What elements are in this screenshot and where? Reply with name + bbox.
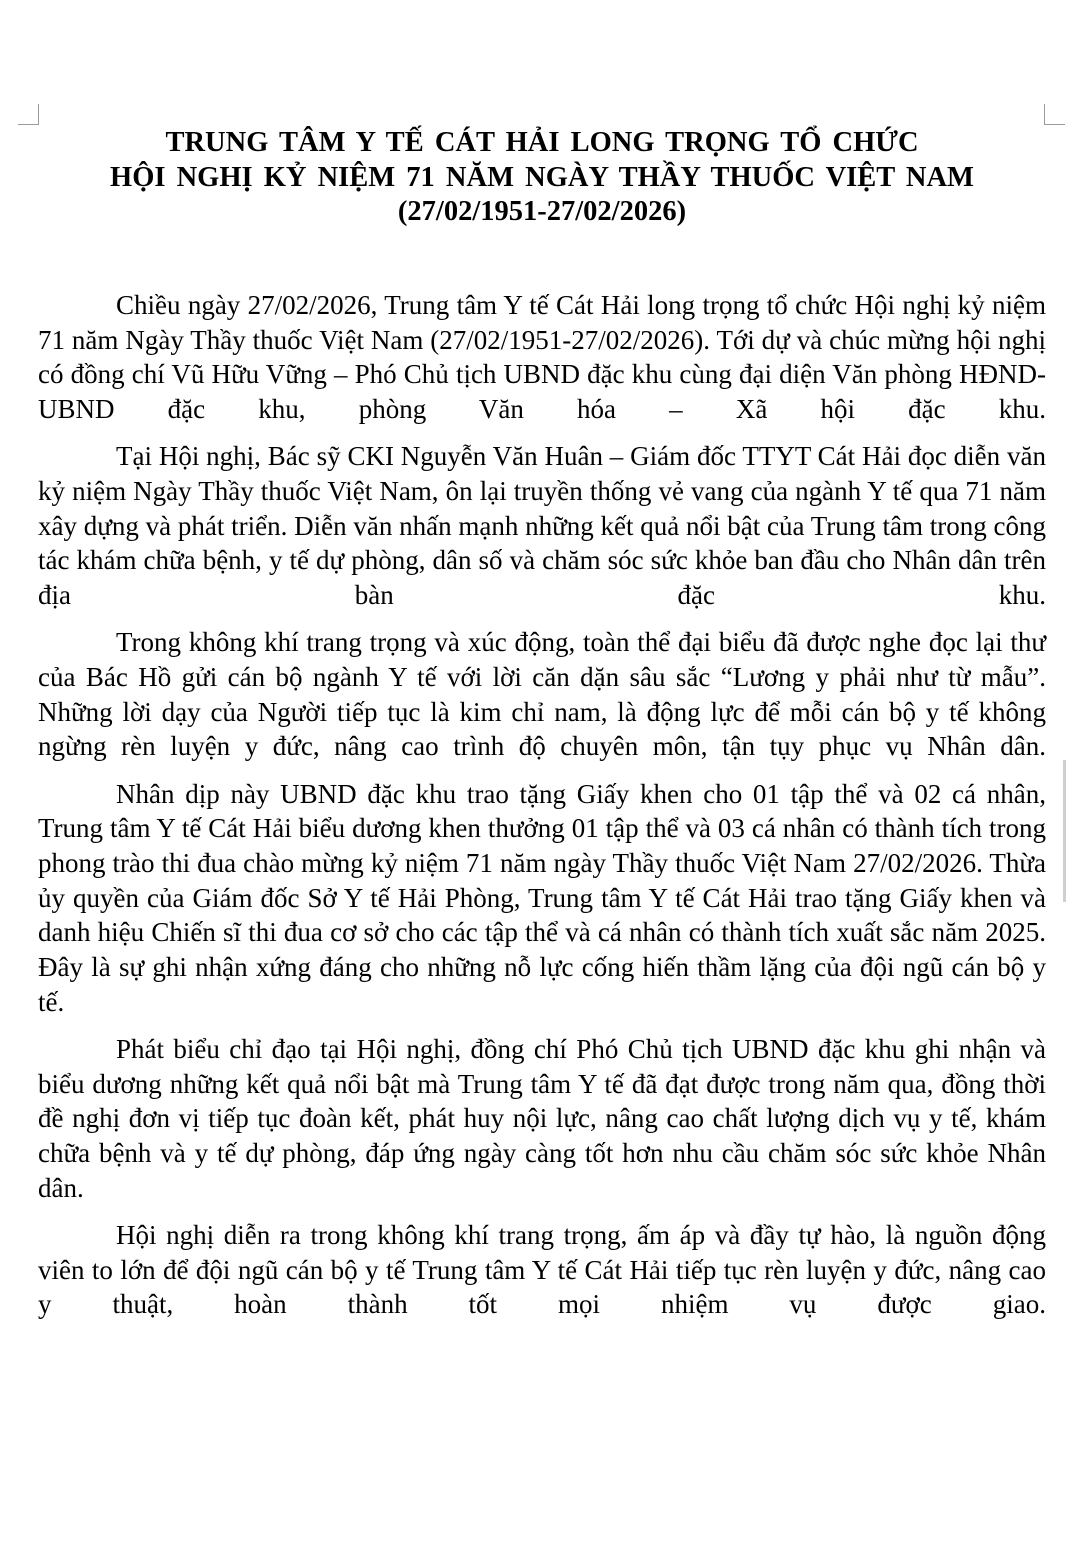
body-paragraph: Hội nghị diễn ra trong không khí trang trọng, ấm áp và đầy tự hào, là nguồn động viên to lớn để đội ngũ cán bộ y tế Trung tâm Y tế Cát Hải tiếp tục rèn luyện y đức, nâng cao y thuật, hoàn thành tốt mọi nhiệm vụ được giao.	[38, 1220, 1046, 1320]
body-paragraph: Tại Hội nghị, Bác sỹ CKI Nguyễn Văn Huân – Giám đốc TTYT Cát Hải đọc diễn văn kỷ niệm Ngày Thầy thuốc Việt Nam, ôn lại truyền thống vẻ vang của ngành Y tế qua 71 năm xây dựng và phát triển. Diễn văn nhấn mạnh những kết quả nổi bật của Trung tâm trong công tác khám chữa bệnh, y tế dự phòng, dân số và chăm sóc sức khỏe ban đầu cho Nhân dân trên địa bàn đặc khu.	[38, 441, 1046, 611]
crop-mark-top-left	[18, 104, 39, 125]
body-paragraph: Chiều ngày 27/02/2026, Trung tâm Y tế Cát Hải long trọng tổ chức Hội nghị kỷ niệm 71 năm Ngày Thầy thuốc Việt Nam (27/02/1951-27/02/2026). Tới dự và chúc mừng hội nghị có đồng chí Vũ Hữu Vững – Phó Chủ tịch UBND đặc khu cùng đại diện Văn phòng HĐND-UBND đặc khu, phòng Văn hóa – Xã hội đặc khu.	[38, 290, 1046, 425]
title-date-range: (27/02/1951-27/02/2026)	[397, 196, 687, 227]
body-paragraph: Phát biểu chỉ đạo tại Hội nghị, đồng chí Phó Chủ tịch UBND đặc khu ghi nhận và biểu dương những kết quả nổi bật mà Trung tâm Y tế đã đạt được trong năm qua, đồng thời đề nghị đơn vị tiếp tục đoàn kết, phát huy nội lực, nâng cao chất lượng dịch vụ y tế, khám chữa bệnh và y tế dự phòng, đáp ứng ngày càng tốt hơn nhu cầu chăm sóc sức khỏe Nhân dân.	[38, 1034, 1046, 1203]
crop-mark-top-right	[1044, 104, 1065, 125]
title-line: HỘI NGHỊ KỶ NIỆM 71 NĂM NGÀY THẦY THUỐC VIỆT NAM	[110, 161, 974, 193]
document-title	[38, 126, 1046, 230]
body-paragraph: Nhân dịp này UBND đặc khu trao tặng Giấy khen cho 01 tập thể và 02 cá nhân, Trung tâm Y tế Cát Hải biểu dương khen thưởng 01 tập thể và 03 cá nhân có thành tích trong phong trào thi đua chào mừng kỷ niệm 71 năm ngày Thầy thuốc Việt Nam 27/02/2026. Thừa ủy quyền của Giám đốc Sở Y tế Hải Phòng, Trung tâm Y tế Cát Hải trao tặng Giấy khen và danh hiệu Chiến sĩ thi đua cơ sở cho các tập thể và cá nhân có thành tích xuất sắc năm 2025. Đây là sự ghi nhận xứng đáng cho những nỗ lực cống hiến thầm lặng của đội ngũ cán bộ y tế.	[38, 778, 1046, 1017]
body-paragraph: Trong không khí trang trọng và xúc động, toàn thể đại biểu đã được nghe đọc lại thư của Bác Hồ gửi cán bộ ngành Y tế với lời căn dặn sâu sắc “Lương y phải như từ mẫu”. Những lời dạy của Người tiếp tục là kim chỉ nam, là động lực để mỗi cán bộ y tế không ngừng rèn luyện y đức, nâng cao trình độ chuyên môn, tận tụy phục vụ Nhân dân.	[38, 627, 1046, 762]
document-body	[38, 288, 1046, 1335]
title-line: TRUNG TÂM Y TẾ CÁT HẢI LONG TRỌNG TỔ CHỨC	[165, 127, 919, 158]
scrollbar-thumb[interactable]	[1063, 760, 1066, 902]
